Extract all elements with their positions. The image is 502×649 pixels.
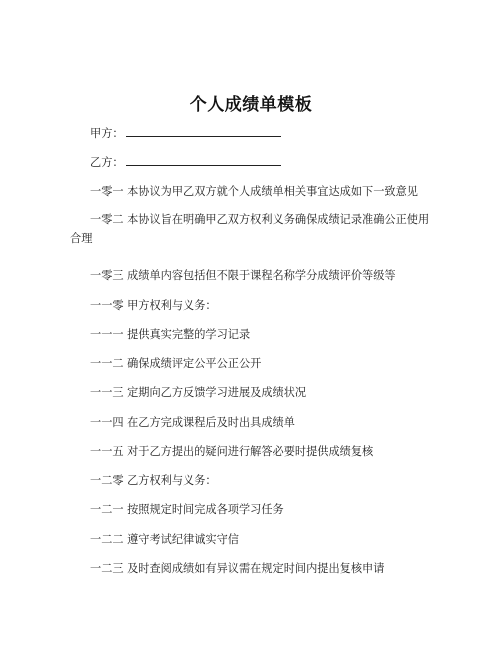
clause-123: 一二三 及时查阅成绩如有异议需在规定时间内提出复核申请 [90,562,385,575]
party-b-label: 乙方： [90,156,124,169]
clause-102: 一零二 本协议旨在明确甲乙双方权利义务确保成绩记录准确公正使用合理 [70,213,430,245]
clause-113: 一一三 定期向乙方反馈学习进展及成绩状况 [90,386,307,399]
clause-111: 一一一 提供真实完整的学习记录 [90,328,251,341]
party-b-blank [126,155,281,166]
clause-121: 一二一 按照规定时间完成各项学习任务 [90,503,284,516]
clause-114: 一一四 在乙方完成课程后及时出具成绩单 [90,416,295,429]
clause-122: 一二二 遵守考试纪律诚实守信 [90,533,239,546]
clause-101: 一零一 本协议为甲乙双方就个人成绩单相关事宜达成如下一致意见 [90,185,418,198]
party-a-blank [126,126,281,137]
clause-115: 一一五 对于乙方提出的疑问进行解答必要时提供成绩复核 [90,445,374,458]
document-title: 个人成绩单模板 [189,95,313,115]
clause-103: 一零三 成绩单内容包括但不限于课程名称学分成绩评价等级等 [90,269,396,282]
party-a-label: 甲方： [90,127,124,140]
clause-112: 一一二 确保成绩评定公平公正公开 [90,357,262,370]
clause-110: 一一零 甲方权利与义务： [90,299,217,312]
party-b-line [90,155,281,170]
clause-120: 一二零 乙方权利与义务： [90,474,217,487]
party-a-line [90,126,281,141]
